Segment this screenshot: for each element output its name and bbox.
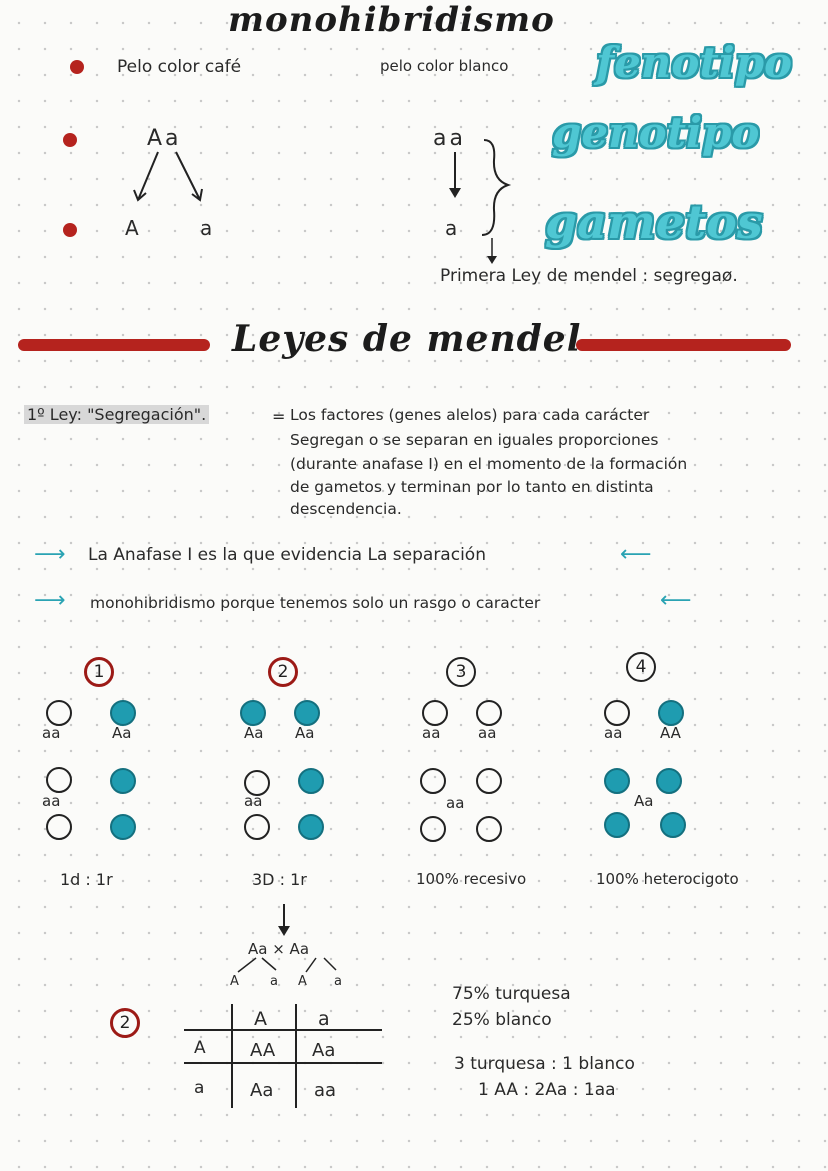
cross-label: aa	[42, 792, 61, 810]
divider-left	[18, 339, 210, 351]
allele-circle-dominant	[240, 700, 266, 726]
cross-number: 2	[268, 657, 298, 687]
ley1-line-1: Los factores (genes alelos) para cada carácter	[290, 406, 650, 424]
genotipo-left: Aa	[147, 126, 182, 151]
arrow-right-icon: ⟶	[34, 542, 66, 567]
allele-circle-dominant	[658, 700, 684, 726]
allele-circle-recessive	[46, 700, 72, 726]
punnett-col-header: a	[318, 1008, 330, 1030]
gamete-left-A: A	[125, 216, 139, 240]
allele-circle-recessive	[476, 768, 502, 794]
allele-circle-recessive	[46, 814, 72, 840]
arrow-right-icon: ⟶	[34, 588, 66, 613]
allele-circle-recessive	[46, 767, 72, 793]
allele-circle-recessive	[420, 768, 446, 794]
cross-label: AA	[660, 724, 681, 742]
ley-note: Primera Ley de mendel : segregaø.	[440, 266, 738, 286]
ley1-line-4: de gametos y terminan por lo tanto en distinta	[290, 478, 654, 496]
punnett-row-header: A	[194, 1038, 206, 1058]
cross-label: Aa	[295, 724, 315, 742]
ratio-genotype: 1 AA : 2Aa : 1aa	[478, 1080, 616, 1100]
ley1-equals: =	[272, 407, 286, 426]
cross-ratio: 3D : 1r	[252, 870, 307, 889]
cross-number: 1	[84, 657, 114, 687]
cross-label: aa	[42, 724, 61, 742]
punnett-gamete: a	[270, 974, 278, 989]
ley1-line-5: descendencia.	[290, 500, 402, 518]
cross-ratio: 100% recesivo	[416, 870, 527, 888]
arrow-left-icon: ⟵	[620, 542, 652, 567]
cross-label: Aa	[634, 792, 654, 810]
cross-label: Aa	[244, 724, 264, 742]
allele-circle-recessive	[422, 700, 448, 726]
note-monohibridismo: monohibridismo porque tenemos solo un rasgo o caracter	[90, 594, 541, 612]
ley1-line-2: Segregan o se separan en iguales proporciones	[290, 431, 659, 449]
allele-circle-dominant	[660, 812, 686, 838]
fenotipo-left: Pelo color café	[117, 57, 242, 77]
punnett-number: 2	[110, 1008, 140, 1038]
allele-circle-recessive	[476, 700, 502, 726]
punnett-cell: Aa	[250, 1080, 274, 1101]
arrow-left-icon: ⟵	[660, 588, 692, 613]
cross-ratio: 100% heterocigoto	[596, 870, 739, 888]
punnett-cell: aa	[314, 1080, 337, 1101]
allele-circle-dominant	[110, 768, 136, 794]
allele-circle-recessive	[420, 816, 446, 842]
label-gametos: gametos	[545, 195, 763, 249]
divider-right	[576, 339, 791, 351]
punnett-cross: Aa × Aa	[248, 940, 310, 958]
cross-number: 4	[626, 652, 656, 682]
punnett-row-header: a	[194, 1078, 205, 1098]
cross-label: aa	[446, 794, 465, 812]
cross-label: Aa	[112, 724, 132, 742]
allele-circle-dominant	[604, 768, 630, 794]
allele-circle-dominant	[294, 700, 320, 726]
allele-circle-dominant	[298, 768, 324, 794]
punnett-gamete: A	[298, 974, 307, 989]
note-anafase: La Anafase I es la que evidencia La separación	[88, 545, 486, 565]
allele-circle-dominant	[110, 814, 136, 840]
fenotipo-right: pelo color blanco	[380, 57, 509, 75]
gamete-right-a: a	[445, 216, 458, 240]
page-title: monohibridismo	[228, 0, 555, 40]
ley1-line-3: (durante anafase I) en el momento de la formación	[290, 455, 688, 473]
punnett-gamete: A	[230, 974, 239, 989]
allele-circle-dominant	[298, 814, 324, 840]
result-blanco: 25% blanco	[452, 1010, 552, 1030]
ratio-phenotype: 3 turquesa : 1 blanco	[454, 1054, 635, 1074]
allele-circle-recessive	[476, 816, 502, 842]
cross-label: aa	[478, 724, 497, 742]
allele-circle-dominant	[656, 768, 682, 794]
allele-circle-dominant	[604, 812, 630, 838]
cross-number: 3	[446, 657, 476, 687]
allele-circle-recessive	[604, 700, 630, 726]
cross-label: aa	[604, 724, 623, 742]
punnett-col-header: A	[254, 1008, 267, 1030]
ley1-label	[24, 405, 209, 424]
cross-label: aa	[244, 792, 263, 810]
gamete-arrows	[0, 0, 828, 300]
punnett-cell: Aa	[312, 1040, 336, 1061]
genotipo-right: aa	[433, 126, 466, 151]
cross-label: aa	[422, 724, 441, 742]
label-genotipo: genotipo	[552, 108, 760, 157]
label-fenotipo: fenotipo	[596, 38, 793, 87]
ley1-label-text: 1º Ley: "Segregación".	[24, 405, 209, 424]
section-heading: Leyes de mendel	[232, 318, 582, 360]
allele-circle-dominant	[110, 700, 136, 726]
punnett-cell: AA	[250, 1040, 276, 1061]
allele-circle-recessive	[244, 814, 270, 840]
cross-ratio: 1d : 1r	[60, 870, 113, 889]
gamete-left-a: a	[200, 216, 213, 240]
result-turquesa: 75% turquesa	[452, 984, 571, 1004]
punnett-gamete: a	[334, 974, 342, 989]
